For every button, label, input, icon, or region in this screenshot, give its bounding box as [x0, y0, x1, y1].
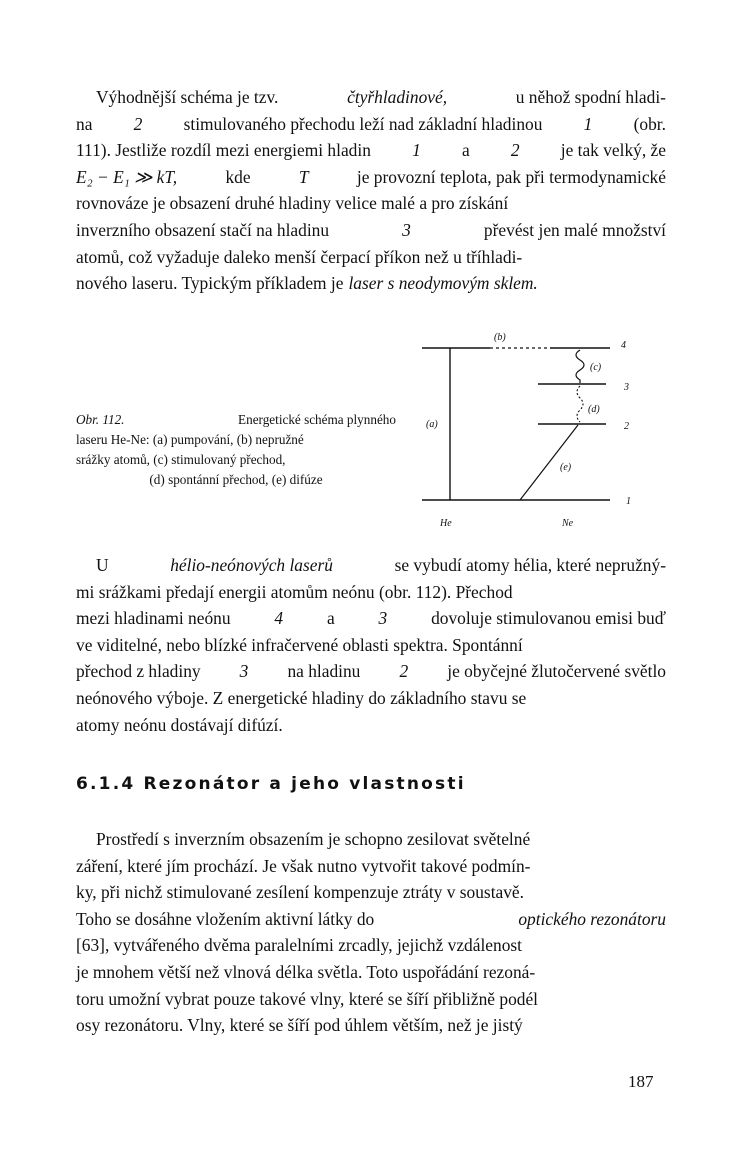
text-line: je mnohem větší než vlnová délka světla. Toto uspořádání rezoná- [76, 961, 536, 982]
text-line: 111). Jestliže rozdíl mezi energiemi hladin 1 a 2 je tak velký, že [76, 140, 666, 161]
caption-line: laseru He-Ne: (a) pumpování, (b) nepružné [76, 432, 304, 447]
text-line: nového laseru. Typickým příkladem je laser s neodymovým sklem. [76, 273, 538, 294]
paragraph-resonator [76, 826, 666, 1039]
he-label: He [440, 518, 452, 529]
text-line: inverzního obsazení stačí na hladinu 3 převést jen malé množství [76, 219, 666, 240]
text-line: přechod z hladiny 3 na hladinu 2 je obyčejné žlutočervené světlo [76, 661, 666, 682]
text-line: Výhodnější schéma je tzv. čtyřhladinové, u něhož spodní hladi- [96, 87, 666, 107]
text-line: ky, při nichž stimulované zesílení kompenzuje ztráty v soustavě. [76, 882, 525, 903]
text-line: neónového výboje. Z energetické hladiny do základního stavu se [76, 687, 527, 708]
caption-line: (d) spontánní přechod, (e) difúze [149, 472, 323, 487]
text-line: E₂ − E₁ ≫ kT, kde T je provozní teplota, pak při termodynamické [76, 164, 666, 191]
text-line: Prostředí s inverzním obsazením je schopno zesilovat světelné [96, 829, 531, 849]
text-line: [63], vytvářeného dvěma paralelními zrcadly, jejichž vzdálenost [76, 935, 523, 956]
text-line: mi srážkami předají energii atomům neónu (obr. 112). Přechod [76, 581, 513, 602]
text-line: záření, které jím prochází. Je však nutno vytvořit takové podmín- [76, 855, 531, 876]
stimulated-transition-wave [576, 350, 584, 383]
label-e: (e) [560, 462, 572, 473]
text-line: mezi hladinami neónu 4 a 3 dovoluje stimulovanou emisi buď [76, 608, 666, 629]
label-c: (c) [590, 362, 602, 373]
figure-number: Obr. 112. [76, 412, 125, 427]
level-4-label: 4 [621, 340, 626, 351]
text-line: atomy neónu dostávají difúzí. [76, 714, 283, 735]
ne-label: Ne [562, 518, 574, 529]
label-a: (a) [426, 419, 438, 430]
paragraph-four-level-scheme [76, 84, 666, 297]
label-b: (b) [494, 332, 506, 343]
text-line: na 2 stimulovaného přechodu leží nad základní hladinou 1 (obr. [76, 113, 666, 134]
label-d: (d) [588, 404, 600, 415]
text-line: atomů, což vyžaduje daleko menší čerpací příkon než u tříhladi- [76, 246, 523, 267]
text-line: osy rezonátoru. Vlny, které se šíří pod úhlem větším, než je jistý [76, 1015, 523, 1036]
level-3-label: 3 [624, 382, 629, 393]
paragraph-he-ne-laser [76, 552, 666, 738]
level-1-label: 1 [626, 496, 631, 507]
text-line: U hélio-neónových laserů se vybudí atomy hélia, které nepružný- [96, 555, 666, 575]
spontaneous-transition-wave [577, 386, 583, 422]
text-line: ve viditelné, nebo blízké infračervené oblasti spektra. Spontánní [76, 634, 523, 655]
caption-line: Obr. 112. Energetické schéma plynného [76, 410, 396, 430]
text-line: toru umožní vybrat pouze takové vlny, které se šíří přibližně podél [76, 988, 539, 1009]
figure-caption [76, 410, 396, 490]
section-heading: 6.1.4 Rezonátor a jeho vlastnosti [76, 774, 466, 794]
level-2-label: 2 [624, 421, 629, 432]
text-line: Toho se dosáhne vložením aktivní látky do optického rezonátoru [76, 908, 666, 929]
page-number: 187 [628, 1072, 654, 1091]
caption-line: srážky atomů, (c) stimulovaný přechod, [76, 452, 286, 467]
energy-level-diagram [410, 328, 660, 538]
energy-inequality: E₂ − E₁ ≫ kT, [76, 166, 178, 187]
text-line: rovnováze je obsazení druhé hladiny velice malé a pro získání [76, 193, 509, 214]
